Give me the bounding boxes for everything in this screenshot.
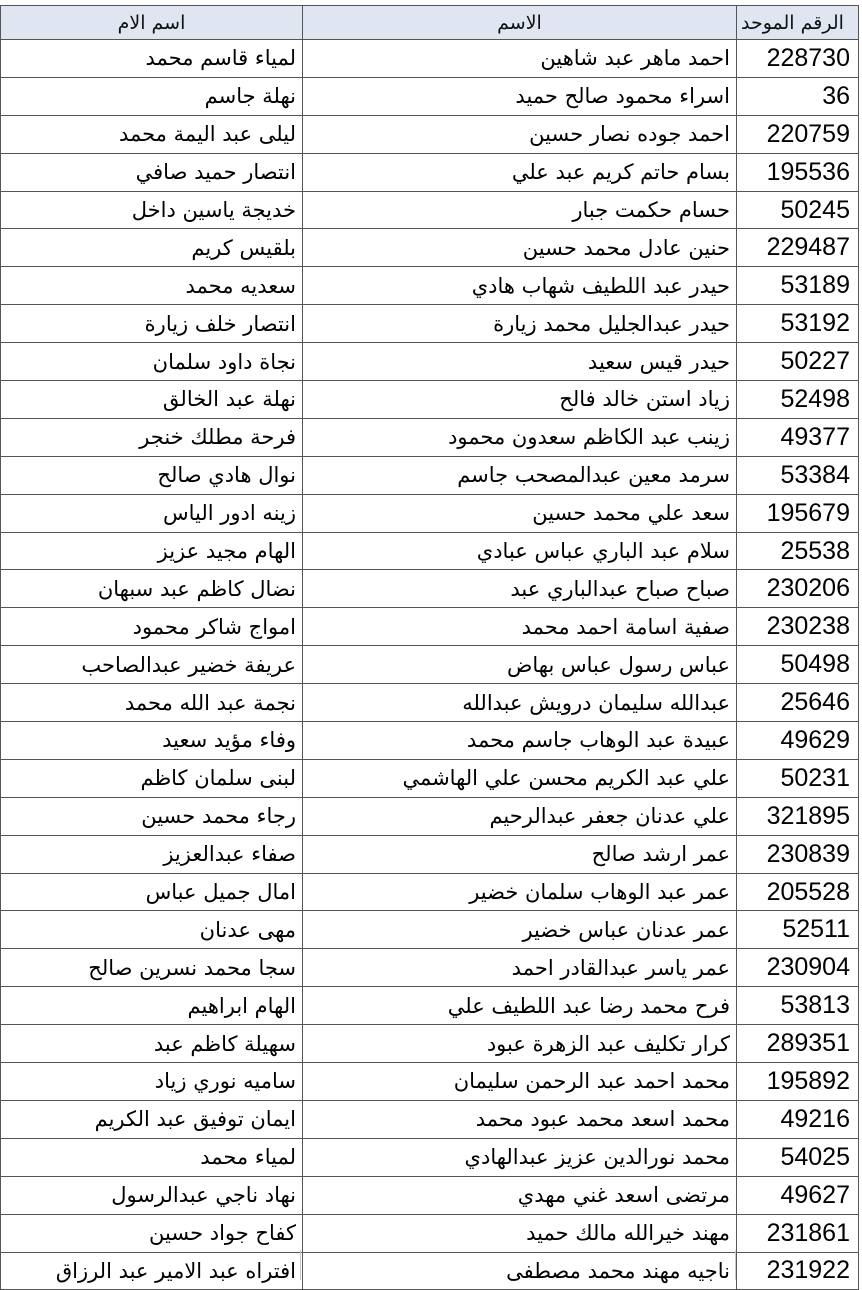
table-row bbox=[1, 911, 859, 949]
mother-name-cell[interactable]: نهلة جاسم bbox=[1, 77, 303, 115]
mother-name-cell[interactable]: بلقيس كريم bbox=[1, 229, 303, 267]
name-cell[interactable]: محمد اسعد محمد عبود محمد bbox=[303, 1100, 737, 1138]
name-cell[interactable]: حسام حكمت جبار bbox=[303, 191, 737, 229]
table-row bbox=[1, 1138, 859, 1176]
table-row bbox=[1, 1025, 859, 1063]
unified-id-cell[interactable]: 36 bbox=[737, 77, 859, 115]
unified-id-cell[interactable]: 50498 bbox=[737, 646, 859, 684]
unified-id-cell[interactable]: 25646 bbox=[737, 684, 859, 722]
mother-name-cell[interactable]: رجاء محمد حسين bbox=[1, 797, 303, 835]
unified-id-cell[interactable]: 220759 bbox=[737, 115, 859, 153]
header-row bbox=[1, 6, 859, 40]
unified-id-cell[interactable]: 229487 bbox=[737, 229, 859, 267]
column-gridline bbox=[300, 1250, 301, 1280]
name-cell[interactable]: فرح محمد رضا عبد اللطيف علي bbox=[303, 987, 737, 1025]
mother-name-cell[interactable]: الهام ابراهيم bbox=[1, 987, 303, 1025]
mother-name-cell[interactable]: امال جميل عباس bbox=[1, 873, 303, 911]
header-mother-name[interactable]: اسم الام bbox=[1, 6, 303, 40]
name-cell[interactable]: كرار تكليف عبد الزهرة عبود bbox=[303, 1025, 737, 1063]
table-row bbox=[1, 722, 859, 760]
table-row bbox=[1, 191, 859, 229]
table-row bbox=[1, 267, 859, 305]
unified-id-cell[interactable]: 52511 bbox=[737, 911, 859, 949]
name-cell[interactable]: محمد احمد عبد الرحمن سليمان bbox=[303, 1063, 737, 1101]
table-row bbox=[1, 305, 859, 343]
name-cell[interactable]: احمد ماهر عبد شاهين bbox=[303, 40, 737, 78]
name-cell[interactable]: حنين عادل محمد حسين bbox=[303, 229, 737, 267]
mother-name-cell[interactable]: زينه ادور الياس bbox=[1, 494, 303, 532]
table-row bbox=[1, 987, 859, 1025]
unified-id-cell[interactable]: 49627 bbox=[737, 1176, 859, 1214]
name-cell[interactable]: سلام عبد الباري عباس عبادي bbox=[303, 532, 737, 570]
names-table bbox=[0, 5, 859, 1290]
table-row bbox=[1, 759, 859, 797]
table-row bbox=[1, 343, 859, 381]
mother-name-cell[interactable]: انتصار خلف زيارة bbox=[1, 305, 303, 343]
header-name[interactable]: الاسم bbox=[303, 6, 737, 40]
mother-name-cell[interactable]: وفاء مؤيد سعيد bbox=[1, 722, 303, 760]
unified-id-cell[interactable]: 195679 bbox=[737, 494, 859, 532]
table-row bbox=[1, 456, 859, 494]
unified-id-cell[interactable]: 49216 bbox=[737, 1100, 859, 1138]
name-cell[interactable]: زياد استن خالد فالح bbox=[303, 381, 737, 419]
name-cell[interactable]: مرتضى اسعد غني مهدي bbox=[303, 1176, 737, 1214]
mother-name-cell[interactable]: سعديه محمد bbox=[1, 267, 303, 305]
unified-id-cell[interactable]: 53384 bbox=[737, 456, 859, 494]
table-row bbox=[1, 949, 859, 987]
table-row bbox=[1, 646, 859, 684]
name-cell[interactable]: عمر عبد الوهاب سلمان خضير bbox=[303, 873, 737, 911]
name-cell[interactable]: سرمد معين عبدالمصحب جاسم bbox=[303, 456, 737, 494]
mother-name-cell[interactable]: امواج شاكر محمود bbox=[1, 608, 303, 646]
table-row bbox=[1, 532, 859, 570]
unified-id-cell[interactable]: 195536 bbox=[737, 153, 859, 191]
table-row bbox=[1, 77, 859, 115]
name-cell[interactable]: حيدر عبدالجليل محمد زيارة bbox=[303, 305, 737, 343]
mother-name-cell[interactable]: نهلة عبد الخالق bbox=[1, 381, 303, 419]
mother-name-cell[interactable]: ساميه نوري زياد bbox=[1, 1063, 303, 1101]
unified-id-cell[interactable]: 25538 bbox=[737, 532, 859, 570]
mother-name-cell[interactable]: نضال كاظم عبد سبهان bbox=[1, 570, 303, 608]
unified-id-cell[interactable]: 205528 bbox=[737, 873, 859, 911]
table-row bbox=[1, 1100, 859, 1138]
mother-name-cell[interactable]: فرحة مطلك خنجر bbox=[1, 418, 303, 456]
table-row bbox=[1, 40, 859, 78]
table-row bbox=[1, 115, 859, 153]
unified-id-cell[interactable]: 230839 bbox=[737, 835, 859, 873]
unified-id-cell[interactable]: 231861 bbox=[737, 1214, 859, 1252]
table-row bbox=[1, 1063, 859, 1101]
name-cell[interactable]: زينب عبد الكاظم سعدون محمود bbox=[303, 418, 737, 456]
table-row bbox=[1, 1214, 859, 1252]
table-row bbox=[1, 797, 859, 835]
name-cell[interactable]: سعد علي محمد حسين bbox=[303, 494, 737, 532]
name-cell[interactable]: صباح صباح عبدالباري عبد bbox=[303, 570, 737, 608]
name-cell[interactable]: عمر ياسر عبدالقادر احمد bbox=[303, 949, 737, 987]
unified-id-cell[interactable]: 321895 bbox=[737, 797, 859, 835]
name-cell[interactable]: علي عدنان جعفر عبدالرحيم bbox=[303, 797, 737, 835]
mother-name-cell[interactable]: نهاد ناجي عبدالرسول bbox=[1, 1176, 303, 1214]
mother-name-cell[interactable]: سجا محمد نسرين صالح bbox=[1, 949, 303, 987]
table-row bbox=[1, 1176, 859, 1214]
mother-name-cell[interactable]: ايمان توفيق عبد الكريم bbox=[1, 1100, 303, 1138]
mother-name-cell[interactable]: الهام مجيد عزيز bbox=[1, 532, 303, 570]
name-cell[interactable]: عبيدة عبد الوهاب جاسم محمد bbox=[303, 722, 737, 760]
unified-id-cell[interactable]: 54025 bbox=[737, 1138, 859, 1176]
name-cell[interactable]: حيدر قيس سعيد bbox=[303, 343, 737, 381]
mother-name-cell[interactable]: عريفة خضير عبدالصاحب bbox=[1, 646, 303, 684]
table-row bbox=[1, 153, 859, 191]
table-row bbox=[1, 229, 859, 267]
mother-name-cell[interactable]: لمياء قاسم محمد bbox=[1, 40, 303, 78]
unified-id-cell[interactable]: 49629 bbox=[737, 722, 859, 760]
table-row bbox=[1, 608, 859, 646]
name-cell[interactable]: مهند خيرالله مالك حميد bbox=[303, 1214, 737, 1252]
table-row bbox=[1, 835, 859, 873]
unified-id-cell[interactable]: 50245 bbox=[737, 191, 859, 229]
unified-id-cell[interactable]: 53192 bbox=[737, 305, 859, 343]
name-cell[interactable]: بسام حاتم كريم عبد علي bbox=[303, 153, 737, 191]
mother-name-cell[interactable]: لبنى سلمان كاظم bbox=[1, 759, 303, 797]
table-row bbox=[1, 873, 859, 911]
name-cell[interactable]: صفية اسامة احمد محمد bbox=[303, 608, 737, 646]
mother-name-cell[interactable]: صفاء عبدالعزيز bbox=[1, 835, 303, 873]
name-cell[interactable]: ناجيه مهند محمد مصطفى bbox=[303, 1252, 737, 1290]
name-cell[interactable]: اسراء محمود صالح حميد bbox=[303, 77, 737, 115]
mother-name-cell[interactable]: كفاح جواد حسين bbox=[1, 1214, 303, 1252]
name-cell[interactable]: عبدالله سليمان درويش عبدالله bbox=[303, 684, 737, 722]
mother-name-cell[interactable]: مهى عدنان bbox=[1, 911, 303, 949]
name-cell[interactable]: عباس رسول عباس بهاض bbox=[303, 646, 737, 684]
table-row bbox=[1, 684, 859, 722]
mother-name-cell[interactable]: سهيلة كاظم عبد bbox=[1, 1025, 303, 1063]
name-cell[interactable]: محمد نورالدين عزيز عبدالهادي bbox=[303, 1138, 737, 1176]
unified-id-cell[interactable]: 49377 bbox=[737, 418, 859, 456]
table-row bbox=[1, 494, 859, 532]
unified-id-cell[interactable]: 50231 bbox=[737, 759, 859, 797]
table-row bbox=[1, 418, 859, 456]
name-cell[interactable]: حيدر عبد اللطيف شهاب هادي bbox=[303, 267, 737, 305]
unified-id-cell[interactable]: 53189 bbox=[737, 267, 859, 305]
unified-id-cell[interactable]: 195892 bbox=[737, 1063, 859, 1101]
mother-name-cell[interactable]: لمياء محمد bbox=[1, 1138, 303, 1176]
mother-name-cell[interactable]: خديجة ياسين داخل bbox=[1, 191, 303, 229]
unified-id-cell[interactable]: 52498 bbox=[737, 381, 859, 419]
name-cell[interactable]: احمد جوده نصار حسين bbox=[303, 115, 737, 153]
unified-id-cell[interactable]: 230206 bbox=[737, 570, 859, 608]
unified-id-cell[interactable]: 231922 bbox=[737, 1252, 859, 1290]
mother-name-cell[interactable]: ليلى عبد اليمة محمد bbox=[1, 115, 303, 153]
unified-id-cell[interactable]: 289351 bbox=[737, 1025, 859, 1063]
mother-name-cell[interactable]: افتراه عبد الامير عبد الرزاق bbox=[1, 1252, 303, 1290]
table-row bbox=[1, 570, 859, 608]
mother-name-cell[interactable]: انتصار حميد صافي bbox=[1, 153, 303, 191]
name-cell[interactable]: عمر ارشد صالح bbox=[303, 835, 737, 873]
unified-id-cell[interactable]: 50227 bbox=[737, 343, 859, 381]
unified-id-cell[interactable]: 230904 bbox=[737, 949, 859, 987]
unified-id-cell[interactable]: 230238 bbox=[737, 608, 859, 646]
table-row bbox=[1, 381, 859, 419]
unified-id-cell[interactable]: 53813 bbox=[737, 987, 859, 1025]
name-cell[interactable]: علي عبد الكريم محسن علي الهاشمي bbox=[303, 759, 737, 797]
mother-name-cell[interactable]: نوال هادي صالح bbox=[1, 456, 303, 494]
unified-id-cell[interactable]: 228730 bbox=[737, 40, 859, 78]
table-row bbox=[1, 1252, 859, 1290]
name-cell[interactable]: عمر عدنان عباس خضير bbox=[303, 911, 737, 949]
mother-name-cell[interactable]: نجمة عبد الله محمد bbox=[1, 684, 303, 722]
column-gridline bbox=[735, 1250, 736, 1280]
table-body bbox=[1, 40, 859, 1290]
mother-name-cell[interactable]: نجاة داود سلمان bbox=[1, 343, 303, 381]
header-unified-id[interactable]: الرقم الموحد bbox=[737, 6, 859, 40]
